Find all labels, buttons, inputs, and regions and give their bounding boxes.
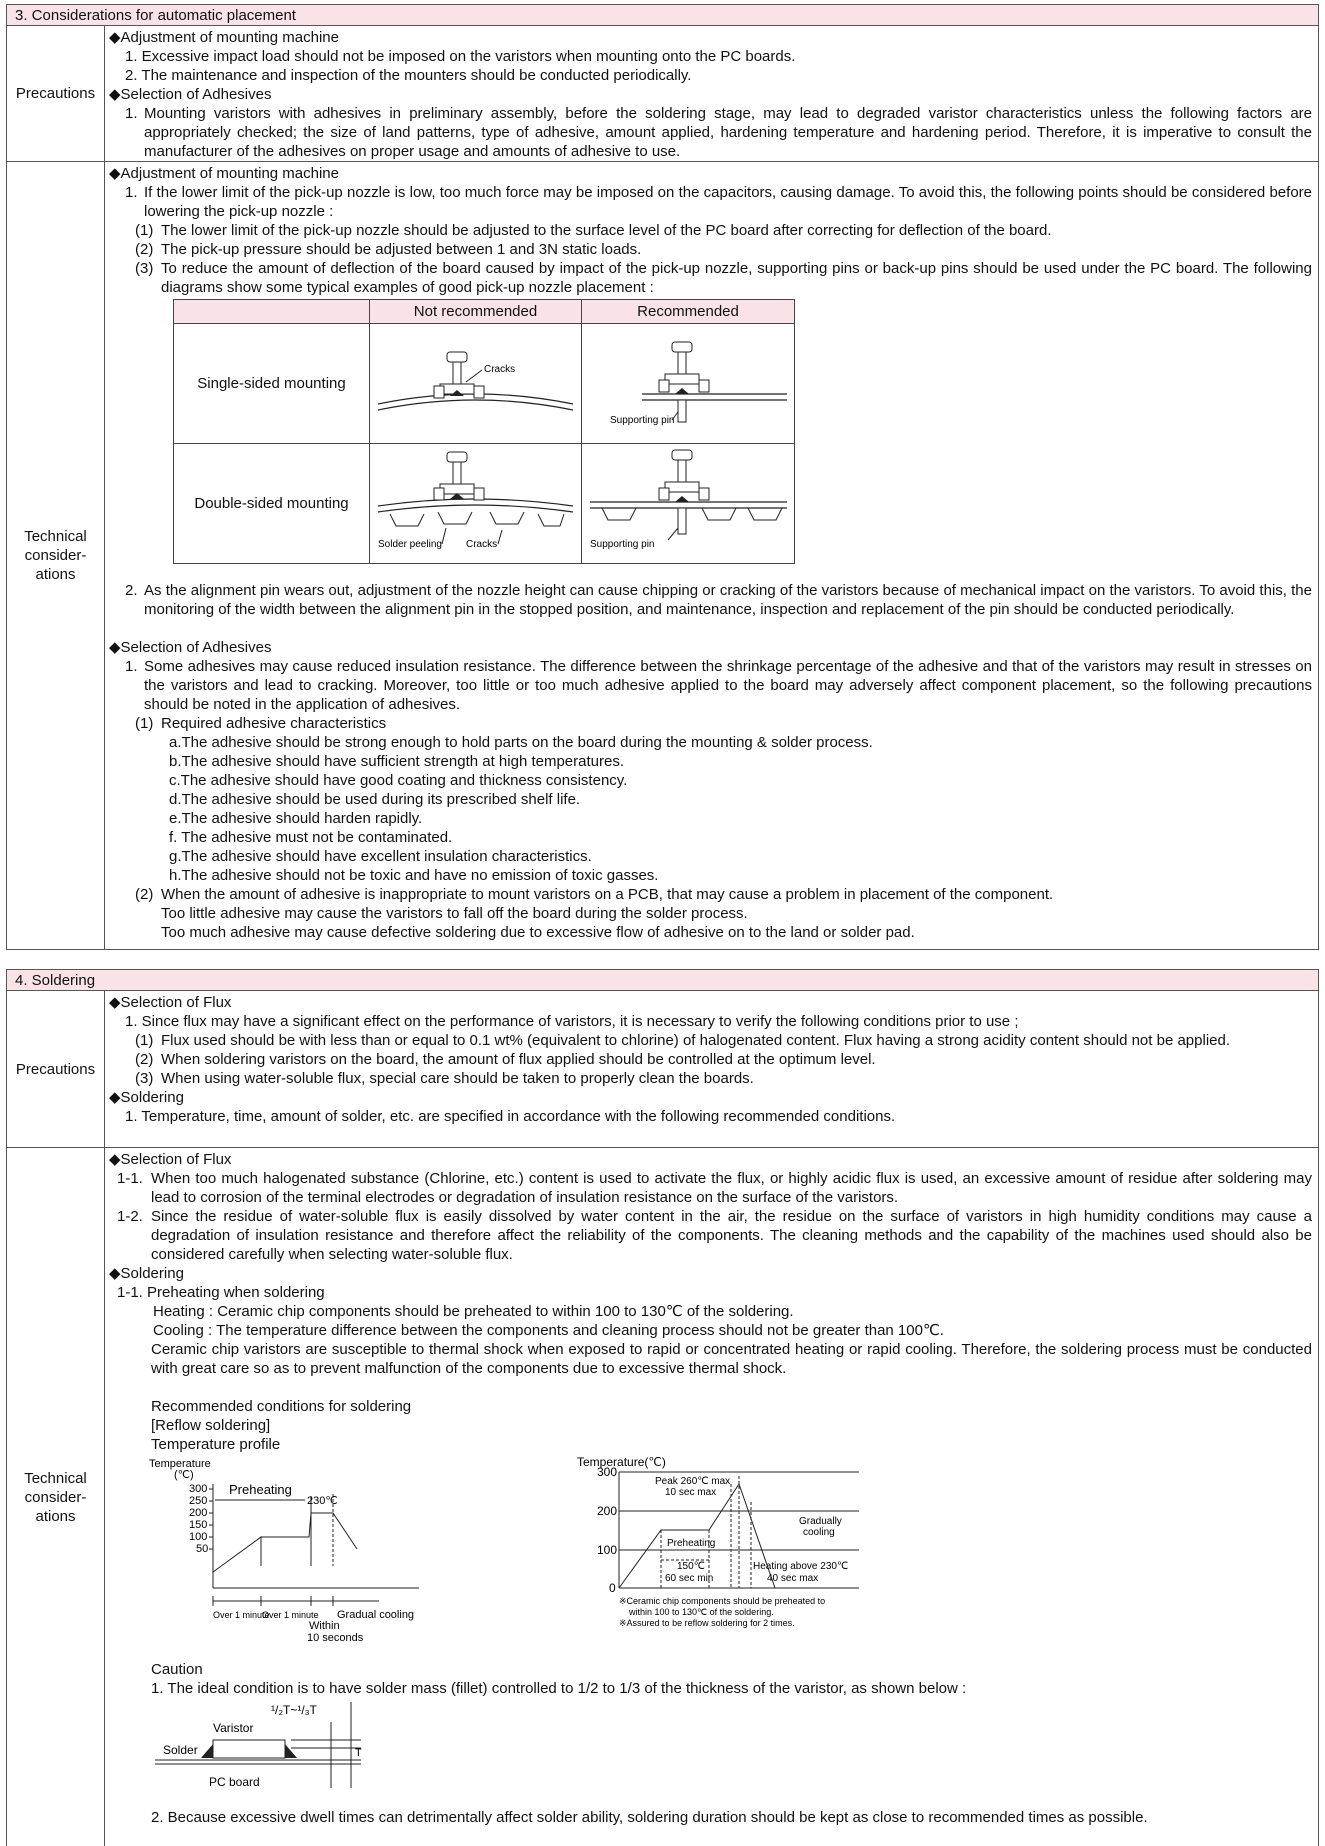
char-item: g.The adhesive should have excellent insulation characteristics.: [169, 848, 592, 865]
item-number: (2): [135, 1051, 154, 1068]
s3-precautions-row: [6, 26, 1319, 162]
label-text: Technical consider-ations: [24, 1469, 87, 1525]
chart1-preheating: Preheating: [229, 1482, 292, 1497]
heading: ◆Adjustment of mounting machine: [109, 29, 339, 46]
chart2-150: 150℃: [677, 1561, 705, 1572]
fillet-solder: Solder: [163, 1743, 198, 1757]
chart1-x1: Over 1 minute: [213, 1610, 270, 1620]
supporting-pin-label: Supporting pin: [610, 415, 675, 426]
col-recommended: Recommended: [582, 300, 795, 324]
list-item: [109, 1207, 1312, 1264]
s3-technical-label: [7, 162, 105, 949]
s3-precautions-content: [109, 28, 1312, 161]
note-line: Too little adhesive may cause the varistors to fall off the board during the solder process.: [161, 905, 748, 922]
chart1-x2: Over 1 minute: [262, 1610, 319, 1620]
caution-item: 1. The ideal condition is to have solder mass (fillet) controlled to 1/2 to 1/3 of the thickness of the varistor, as shown below :: [151, 1680, 967, 1697]
section-3-title: 3. Considerations for automatic placement: [15, 7, 296, 24]
item-text: Flux used should be with less than or equal to 0.1 wt% (equivalent to chlorine) of halogenated content. Flux having a strong acidity content should not be applied.: [161, 1032, 1231, 1049]
sub-item: [109, 1031, 1312, 1050]
s3-precautions-label: Precautions: [7, 26, 105, 161]
item-number: (1): [135, 222, 154, 239]
chart1-within: Within: [309, 1620, 340, 1632]
item-number: (1): [135, 715, 154, 732]
chart2-pre: Preheating: [667, 1538, 716, 1549]
tick-label: 200: [189, 1507, 208, 1519]
chart1-x3: Gradual cooling: [337, 1609, 415, 1621]
cracks-label: Cracks: [484, 364, 516, 375]
item-number: (1): [135, 1032, 154, 1049]
nozzle-placement-table: [173, 299, 795, 564]
fillet-ratio: ¹/₂T~¹/₃T: [271, 1703, 317, 1717]
temperature-profile-chart-2: [577, 1454, 867, 1650]
chart2-60sec: 60 sec min: [665, 1573, 714, 1584]
s4-technical-label: [7, 1148, 105, 1846]
heading: ◆Soldering: [109, 1089, 184, 1106]
item-text: When using water-soluble flux, special care should be taken to properly clean the boards.: [161, 1070, 754, 1087]
list-item: 1. Temperature, time, amount of solder, etc. are specified in accordance with the following recommended conditions.: [125, 1108, 896, 1125]
chart1-yunit: (℃): [174, 1469, 194, 1481]
list-item: 2. The maintenance and inspection of the mounters should be conducted periodically.: [125, 67, 692, 84]
item-text: To reduce the amount of deflection of the board caused by impact of the pick-up nozzle, supporting pins or back-up pins should be used under the PC board. The following diagrams show some typical examples of good pick-up nozzle placement :: [161, 260, 1312, 296]
tick-label: 150: [189, 1519, 208, 1531]
chart2-note2: within 100 to 130℃ of the soldering.: [629, 1607, 774, 1617]
section-4-title: 4. Soldering: [15, 972, 96, 989]
list-item: 1. Excessive impact load should not be imposed on the varistors when mounting onto the PC boards.: [125, 48, 796, 65]
sub-item: [109, 221, 1312, 240]
single-recommended-diagram: [582, 324, 795, 444]
item-number: (3): [135, 260, 154, 277]
item-text: If the lower limit of the pick-up nozzle is low, too much force may be imposed on the capacitors, causing damage. To avoid this, the following points should be considered before lowering the pick-up nozzle :: [144, 184, 1312, 220]
item-number: 1-2.: [117, 1208, 143, 1225]
item-number: (2): [135, 241, 154, 258]
item-number: 1.: [125, 105, 138, 122]
tick-label: 200: [597, 1504, 618, 1518]
fillet-varistor: Varistor: [213, 1721, 254, 1735]
cracks-label-2: Cracks: [466, 539, 498, 550]
tick-label: 300: [597, 1465, 618, 1479]
reflow-label: [Reflow soldering]: [151, 1417, 271, 1434]
item-text: The pick-up pressure should be adjusted between 1 and 3N static loads.: [161, 241, 642, 258]
chart2-peak: Peak 260℃ max: [655, 1476, 731, 1487]
chart1-peak: 230℃: [307, 1495, 338, 1507]
chart2-ylabel: Temperature(℃): [577, 1455, 666, 1469]
item-number: (3): [135, 1070, 154, 1087]
chart2-cool2: cooling: [803, 1527, 835, 1538]
cooling-note: Cooling : The temperature difference between the components and cleaning process should not be greater than 100℃.: [153, 1322, 944, 1339]
s4-precautions-label: Precautions: [7, 991, 105, 1147]
supporting-pin-label-2: Supporting pin: [590, 539, 655, 550]
char-item: d.The adhesive should be used during its prescribed shelf life.: [169, 791, 581, 808]
sub-item: [109, 240, 1312, 259]
item-text: When too much halogenated substance (Chlorine, etc.) content is used to activate the flux, or highly acidic flux is used, an excessive amount of residue after soldering may lead to corrosion of the terminal electrodes or degradation of insulation resistance on the surface of the varistors.: [151, 1170, 1312, 1206]
s3-technical-content: [109, 164, 1312, 942]
char-item: f. The adhesive must not be contaminated.: [169, 829, 453, 846]
section-3-header: [6, 4, 1319, 26]
list-item: [109, 104, 1312, 161]
table-corner: [174, 300, 370, 324]
item-number: 1.: [125, 658, 138, 675]
heading: ◆Selection of Adhesives: [109, 86, 272, 103]
tick-label: 0: [609, 1581, 616, 1595]
chart1-tensec: 10 seconds: [307, 1632, 364, 1644]
note-line: Too much adhesive may cause defective soldering due to excessive flow of adhesive on to the land or solder pad.: [161, 924, 915, 941]
s4-technical-row: [6, 1148, 1319, 1846]
char-item: c.The adhesive should have good coating and thickness consistency.: [169, 772, 628, 789]
heating-note: Heating : Ceramic chip components should be preheated to within 100 to 130℃ of the soldering.: [153, 1303, 794, 1320]
s4-precautions-content: [109, 993, 1312, 1126]
heading: ◆Adjustment of mounting machine: [109, 165, 339, 182]
heading: ◆Soldering: [109, 1265, 184, 1282]
double-recommended-diagram: [582, 444, 795, 564]
sub-item: [109, 714, 1312, 733]
fillet-diagram-area: [109, 1698, 1312, 1796]
item-text: Mounting varistors with adhesives in preliminary assembly, before the soldering stage, may lead to degraded varistor characteristics unless the following factors are appropriately checked; the size of land patterns, type of adhesive, amount applied, hardening temperature and hardening period. Therefore, it is imperative to consult the manufacturer of the adhesives on proper usage and amounts of adhesive to use.: [144, 105, 1312, 160]
s3-technical-row: [6, 162, 1319, 950]
tick-label: 100: [597, 1543, 618, 1557]
sub-item: [109, 1069, 1312, 1088]
double-not-recommended-diagram: [370, 444, 582, 564]
item-number: 2.: [125, 582, 138, 599]
chart2-note3: ※Assured to be reflow soldering for 2 times.: [619, 1618, 795, 1628]
char-item: a.The adhesive should be strong enough to hold parts on the board during the mounting & solder process.: [169, 734, 873, 751]
label-text: Technical consider-ations: [24, 528, 87, 583]
chart1-ylabel: Temperature: [149, 1458, 211, 1470]
list-item: [109, 581, 1312, 619]
item-text: Required adhesive characteristics: [161, 715, 387, 732]
item-text: Some adhesives may cause reduced insulation resistance. The difference between the shrinkage percentage of the adhesive and that of the varistors may result in stresses on the varistors and lead to cracking. Moreover, too little or too much adhesive applied to the board may adversely affect component placement, so the following precautions should be noted in the application of adhesives.: [144, 658, 1312, 713]
item-text: The lower limit of the pick-up nozzle should be adjusted to the surface level of the PC board after correcting for deflection of the board.: [161, 222, 1052, 239]
tick-label: 50: [196, 1543, 209, 1555]
sub-item: [109, 259, 1312, 297]
chart2-above: Heating above 230℃: [753, 1561, 849, 1572]
heading: ◆Selection of Adhesives: [109, 639, 272, 656]
chart1-ticks: [189, 1483, 213, 1555]
fillet-diagram: [151, 1698, 411, 1796]
list-item: [109, 657, 1312, 714]
item-text: When soldering varistors on the board, the amount of flux applied should be controlled at the optimum level.: [161, 1051, 876, 1068]
fillet-t: T: [355, 1747, 362, 1759]
ceramic-note: Ceramic chip varistors are susceptible to thermal shock when exposed to rapid or concentrated heating or rapid cooling. Therefore, the soldering process must be conducted with great care so as to prevent malfunction of the components due to excessive thermal shock.: [151, 1341, 1312, 1377]
chart2-cool: Gradually: [799, 1516, 842, 1527]
row-single-sided: Single-sided mounting: [174, 324, 370, 444]
chart2-40sec: 40 sec max: [767, 1573, 819, 1584]
item-text: When the amount of adhesive is inappropriate to mount varistors on a PCB, that may cause a problem in placement of the component.: [161, 886, 1054, 903]
heading: ◆Selection of Flux: [109, 1151, 232, 1168]
s4-precautions-row: [6, 991, 1319, 1148]
charts-area: [109, 1454, 1312, 1652]
caution-item-2: 2. Because excessive dwell times can detrimentally affect solder ability, soldering duration should be kept as close to recommended times as possible.: [151, 1809, 1148, 1826]
rec-conditions: Recommended conditions for soldering: [151, 1398, 412, 1415]
single-not-recommended-diagram: [370, 324, 582, 444]
list-item: [109, 183, 1312, 221]
chart2-peak2: 10 sec max: [665, 1487, 717, 1498]
char-item: b.The adhesive should have sufficient strength at high temperatures.: [169, 753, 625, 770]
item-number: (2): [135, 886, 154, 903]
list-item: 1-1. Preheating when soldering: [117, 1284, 325, 1301]
list-item: [109, 1169, 1312, 1207]
item-number: 1.: [125, 184, 138, 201]
solder-peeling-label: Solder peeling: [378, 539, 442, 550]
tick-label: 300: [189, 1483, 208, 1495]
s4-technical-content: [109, 1150, 1312, 1827]
caution-heading: Caution: [151, 1661, 203, 1678]
list-item: 1. Since flux may have a significant effect on the performance of varistors, it is necessary to verify the following conditions prior to use ;: [125, 1013, 1019, 1030]
col-not-recommended: Not recommended: [370, 300, 582, 324]
row-double-sided: Double-sided mounting: [174, 444, 370, 564]
profile-label: Temperature profile: [151, 1436, 281, 1453]
temperature-profile-chart-1: [149, 1456, 419, 1646]
tick-label: 100: [189, 1531, 208, 1543]
sub-item: [109, 885, 1312, 904]
char-item: e.The adhesive should harden rapidly.: [169, 810, 423, 827]
tick-label: 250: [189, 1495, 208, 1507]
heading: ◆Selection of Flux: [109, 994, 232, 1011]
chart2-note1: ※Ceramic chip components should be preheated to: [619, 1596, 826, 1606]
item-number: 1-1.: [117, 1170, 143, 1187]
item-text: Since the residue of water-soluble flux is easily dissolved by water content in the air, the residue on the surface of varistors in high humidity conditions may cause a degradation of insulation resistance and therefore affect the reliability of the components. The cleaning methods and the capability of the machines used should also be considered carefully when selecting water-soluble flux.: [151, 1208, 1312, 1263]
section-4-header: [6, 969, 1319, 991]
fillet-board: PC board: [209, 1775, 260, 1789]
char-item: h.The adhesive should not be toxic and have no emission of toxic gasses.: [169, 867, 659, 884]
sub-item: [109, 1050, 1312, 1069]
item-text: As the alignment pin wears out, adjustment of the nozzle height can cause chipping or cracking of the varistors because of mechanical impact on the varistors. To avoid this, the monitoring of the width between the alignment pin in the stopped position, and maintenance, inspection and replacement of the pin should be conducted periodically.: [144, 582, 1312, 618]
